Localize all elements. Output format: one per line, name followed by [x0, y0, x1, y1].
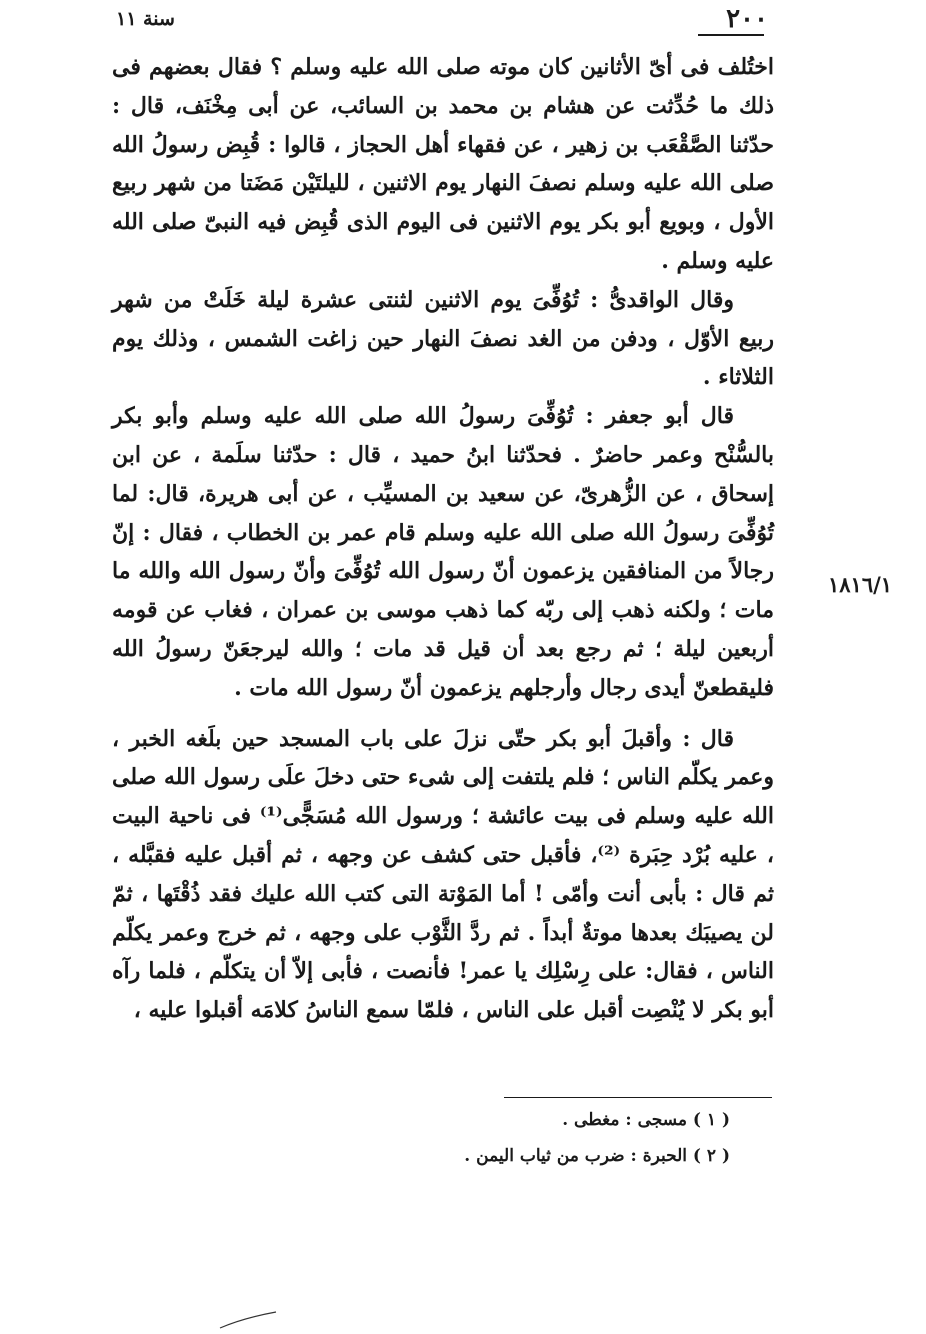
footnotes [400, 1102, 730, 1174]
page-number: ٢٠٠ [726, 4, 768, 34]
paragraph-1: اختُلف فى أىّ الأثانين كان موته صلى الله عليه وسلم ؟ فقال بعضهم فى ذلك ما حُدِّثت عن هشام بن محمد بن السائب، عن أبى مِخْنَف، قال : حدّثنا الصَّقْعَب بن زهير ، عن فقهاء أهل الحجاز ، قالوا : قُبِض رسولُ الله صلى الله عليه وسلم نصفَ النهار يوم الاثنين ، لليلتَيْن مَضَتا من شهر ربيع الأول ، وبويع أبو بكر يوم الاثنين فى اليوم الذى قُبِض فيه النبىّ صلى الله عليه وسلم . [112, 54, 774, 274]
page-number-underline [698, 34, 764, 36]
footnote-2: ( ٢ ) الحبرة : ضرب من ثياب اليمن . [464, 1146, 730, 1166]
footnote-1: ( ١ ) مسجى : مغطى . [562, 1110, 730, 1130]
scan-mark [218, 1310, 278, 1330]
paragraph-3: قال أبو جعفر : تُوُفِّىَ رسولُ الله صلى الله عليه وسلم وأبو بكر بالسُّنْح وعمر حاضرٌ . فحدّثنا ابنُ حميد ، قال : حدّثنا سلَمة ، عن ابن إسحاق ، عن الزُّهرىّ، عن سعيد بن المسيِّب ، عن أبى هريرة، قال: لما تُوُفِّىَ رسولُ الله صلى الله عليه وسلم قام عمر بن الخطاب ، فقال : إنّ رجالاً من المنافقين يزعمون أنّ رسول الله تُوُفِّىَ وأنّ رسول الله والله ما مات ؛ ولكنه ذهب إلى ربّه كما ذهب موسى بن عمران ، فغاب عن قومه أربعين ليلة ؛ ثم رجع بعد أن قيل قد مات ؛ والله ليرجعَنّ رسولُ الله فليقطعنّ أيدى رجال وأرجلهم يزعمون أنّ رسول الله مات . [112, 403, 774, 701]
year-label: سنة ١١ [116, 8, 175, 30]
paragraph-2: وقال الواقدىُّ : تُوُفِّىَ يوم الاثنين لثنتى عشرة ليلة خَلَتْ من شهر ربيع الأوّل ، ودفن من الغد نصفَ النهار حين زاغت الشمس ، وذلك يوم الثلاثاء . [112, 286, 774, 391]
paragraph-4: قال : وأقبلَ أبو بكر حتّى نزلَ على باب المسجد حين بلَغه الخبر ، وعمر يكلّم الناس ؛ فلم يلتفت إلى شىء حتى دخلَ علَى رسول الله صلى الله عليه وسلم فى بيت عائشة ؛ ورسول الله مُسَجًّى⁽¹⁾ فى ناحية البيت ، عليه بُرْد حِبَرة ⁽²⁾، فأقبل حتى كشف عن وجهه ، ثم أقبل عليه فقبَّله ، ثم قال : بأبى أنت وأمّى ! أما المَوْتة التى كتب الله عليك فقد ذُقْتَها ، ثمّ لن يصيبَك بعدها موتةٌ أبداً . ثم ردَّ الثَّوْب على وجهه ، ثم خرج وعمر يكلّم الناس ، فقال: على رِسْلِك يا عمر! فأنصت ، فأبى إلاّ أن يتكلّم ، فلما رآه أبو بكر لا يُنْصِت أقبل على الناس ، فلمّا سمع الناسُ كلامَه أقبلوا عليه ، [112, 725, 774, 1024]
margin-reference: ١٨١٦/١ [828, 572, 893, 597]
footnote-divider [504, 1097, 772, 1098]
main-text [112, 48, 774, 1030]
